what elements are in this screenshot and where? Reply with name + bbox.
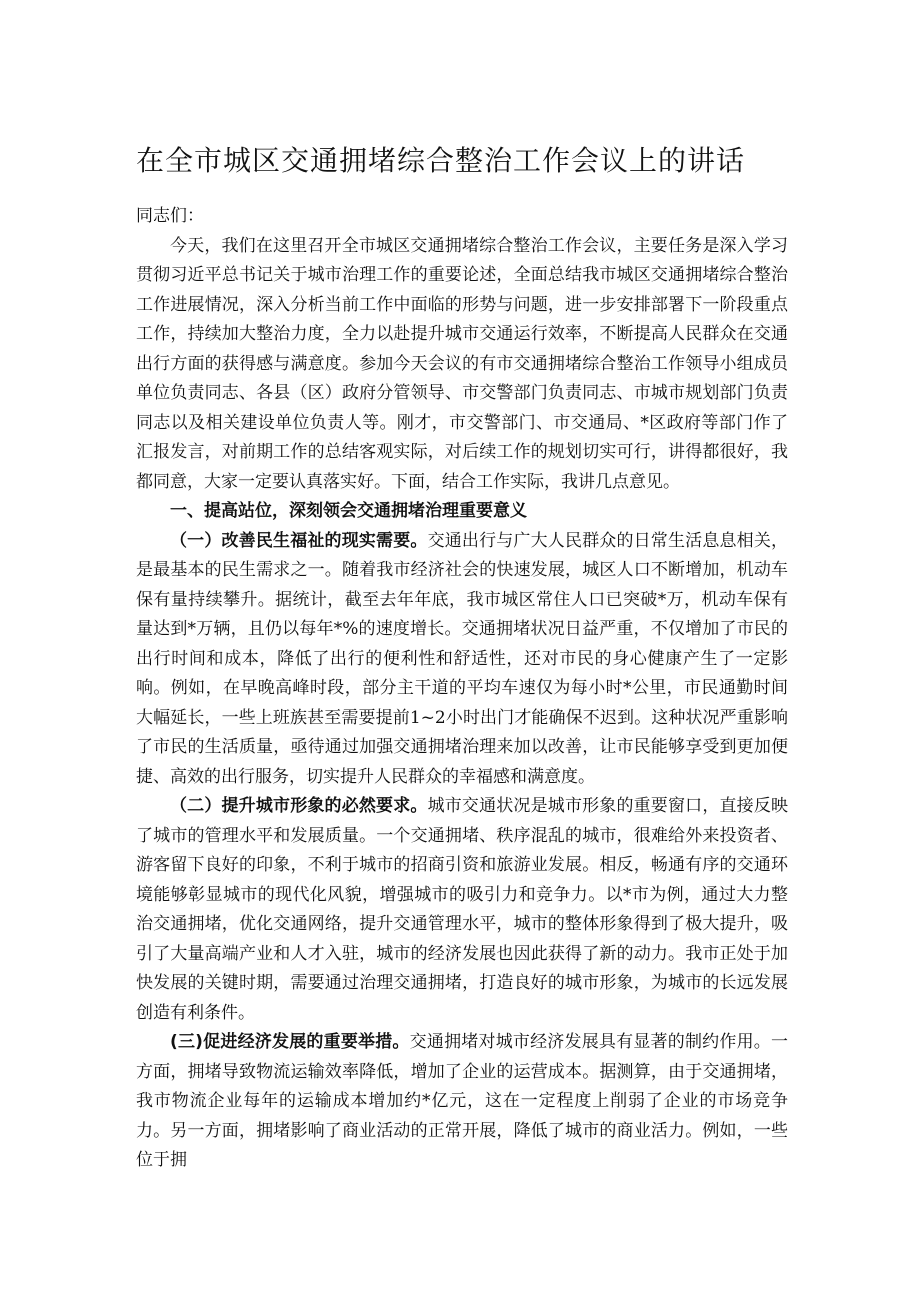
- intro-paragraph: 今天，我们在这里召开全市城区交通拥堵综合整治工作会议，主要任务是深入学习贯彻习近平总书记关于城市治理工作的重要论述，全面总结我市城区交通拥堵综合整治工作进展情况，深入分析当前工作中面临的形势与问题，进一步安排部署下一阶段重点工作，持续加大整治力度，全力以赴提升城市交通运行效率，不断提高人民群众在交通出行方面的获得感与满意度。参加今天会议的有市交通拥堵综合整治工作领导小组成员单位负责同志、各县（区）政府分管领导、市交警部门负责同志、市城市规划部门负责同志以及相关建设单位负责人等。刚才，市交警部门、市交通局、*区政府等部门作了汇报发言，对前期工作的总结客观实际，对后续工作的规划切实可行，讲得都很好，我都同意，大家一定要认真落实好。下面，结合工作实际，我讲几点意见。: [136, 235, 788, 492]
- subsection-text-2: 城市交通状况是城市形象的重要窗口，直接反映了城市的管理水平和发展质量。一个交通拥堵、秩序混乱的城市，很难给外来投资者、游客留下良好的印象，不利于城市的招商引资和旅游业发展。相反，畅通有序的交通环境能够彰显城市的现代化风貌，增强城市的吸引力和竞争力。以*市为例，通过大力整治交通拥堵，优化交通网络，提升交通管理水平，城市的整体形象得到了极大提升，吸引了大量高端产业和人才入驻，城市的经济发展也因此获得了新的动力。我市正处于加快发展的关键时期，需要通过治理交通拥堵，打造良好的城市形象，为城市的长远发展创造有利条件。: [136, 796, 789, 1023]
- subsection-paragraph-3: [136, 1028, 788, 1176]
- document-body: [136, 202, 788, 1176]
- subsection-heading-1: （一）改善民生福祉的现实需要。: [170, 530, 428, 551]
- subsection-heading-2: （二）提升城市形象的必然要求。: [170, 796, 428, 816]
- salutation: 同志们：: [136, 206, 204, 226]
- section-heading-1: 一、提高站位，深刻领会交通拥堵治理重要意义: [170, 501, 527, 521]
- subsection-paragraph-1: [136, 527, 788, 793]
- subsection-text-1: 交通出行与广大人民群众的日常生活息息相关，是最基本的民生需求之一。随着我市经济社会的快速发展，城区人口不断增加，机动车保有量持续攀升。据统计，截至去年年底，我市城区常住人口已突破*万，机动车保有量达到*万辆，且仍以每年*%的速度增长。交通拥堵状况日益严重，不仅增加了市民的出行时间和成本，降低了出行的便利性和舒适性，还对市民的身心健康产生了一定影响。例如，在早晚高峰时段，部分主干道的平均车速仅为每小时*公里，市民通勤时间大幅延长，一些上班族甚至需要提前1~2小时出门才能确保不迟到。这种状况严重影响了市民的生活质量，亟待通过加强交通拥堵治理来加以改善，让市民能够享受到更加便捷、高效的出行服务，切实提升人民群众的幸福感和满意度。: [136, 530, 789, 787]
- subsection-paragraph-2: [136, 792, 788, 1028]
- subsection-heading-3: (三)促进经济发展的重要举措。: [170, 1032, 410, 1052]
- subsection-text-3: 交通拥堵对城市经济发展具有显著的制约作用。一方面，拥堵导致物流运输效率降低，增加了企业的运营成本。据测算，由于交通拥堵，我市物流企业每年的运输成本增加约*亿元，这在一定程度上削弱了企业的市场竞争力。另一方面，拥堵影响了商业活动的正常开展，降低了城市的商业活力。例如，一些位于拥: [136, 1032, 789, 1170]
- document-title: 在全市城区交通拥堵综合整治工作会议上的讲话: [136, 144, 746, 177]
